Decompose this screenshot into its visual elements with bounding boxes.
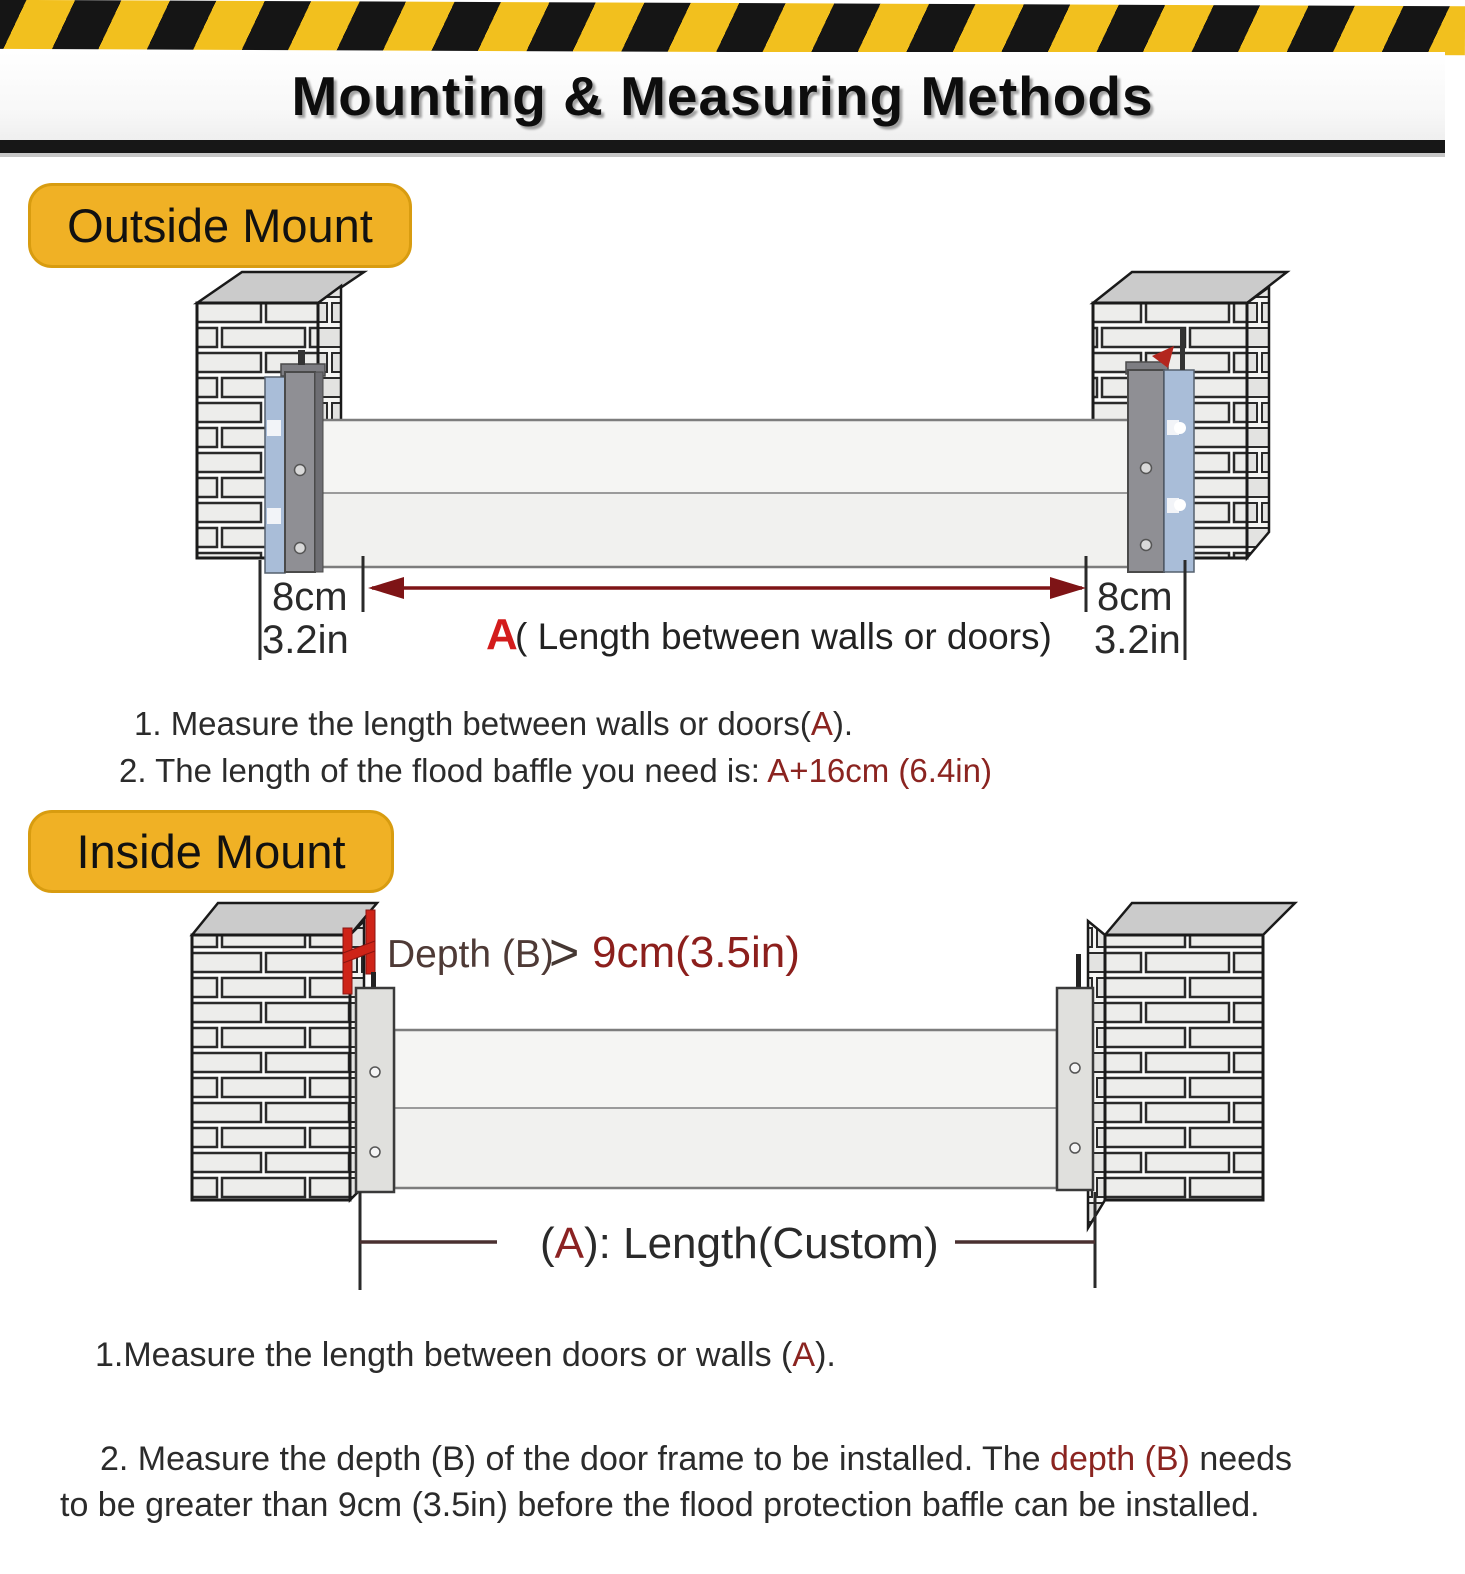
inside-dim-label: (A): Length(Custom)	[540, 1219, 939, 1268]
outside-step-2: 2. The length of the flood baffle you need is: A+16cm (6.4in)	[119, 752, 992, 789]
screw-hole	[370, 1067, 380, 1077]
right-offset-cm: 8cm	[1097, 575, 1173, 619]
left-mounting-channel	[356, 988, 394, 1192]
caution-tape-stripe	[0, 0, 1465, 55]
anchor-pin	[298, 350, 305, 365]
screw-hole	[1070, 1063, 1080, 1073]
depth-value: 9cm(3.5in)	[592, 928, 800, 977]
inside-mount-badge: Inside Mount	[28, 810, 394, 893]
outside-mount-steps	[0, 700, 992, 794]
dim-letter-a: A	[486, 610, 518, 659]
anchor-pin	[1076, 954, 1081, 988]
depth-label: Depth (B)	[387, 933, 554, 976]
anchor-pin	[1180, 328, 1185, 370]
screw-hole	[370, 1147, 380, 1157]
inside-mount-diagram	[0, 900, 1445, 1300]
flood-barrier	[322, 420, 1133, 567]
left-mounting-channel	[265, 350, 325, 573]
greater-than-sign: >	[549, 924, 580, 982]
screw-hole	[295, 543, 306, 554]
left-offset-cm: 8cm	[272, 575, 348, 619]
inside-step-1: 1.Measure the length between doors or walls (A).	[95, 1336, 836, 1374]
screw-hole	[1141, 540, 1152, 551]
right-offset-in: 3.2in	[1094, 618, 1181, 662]
dim-label: ( Length between walls or doors)	[515, 616, 1052, 657]
outside-mount-diagram	[0, 270, 1445, 690]
screw-hole	[1070, 1143, 1080, 1153]
length-arrow	[368, 577, 1086, 599]
right-mounting-channel	[1126, 328, 1194, 572]
left-offset-in: 3.2in	[262, 618, 349, 662]
screw-hole	[295, 465, 306, 476]
inside-step-2: 2. Measure the depth (B) of the door frame to be installed. The depth (B) needs to be greater than 9cm (3.5in) before the flood protection baffle can be installed.	[60, 1440, 1292, 1524]
inside-mount-steps	[60, 1286, 1395, 1574]
outside-mount-badge: Outside Mount	[28, 183, 412, 268]
title-band	[0, 52, 1445, 140]
screw-hole	[1141, 463, 1152, 474]
right-mounting-channel	[1057, 954, 1093, 1190]
inside-right-pillar	[1088, 903, 1295, 1228]
flood-barrier	[394, 1030, 1057, 1188]
header-divider-shadow	[0, 153, 1445, 157]
header-divider-bar	[0, 140, 1445, 153]
page-title: Mounting & Measuring Methods	[291, 65, 1154, 127]
outside-step-1: 1. Measure the length between walls or doors(A).	[134, 705, 854, 742]
